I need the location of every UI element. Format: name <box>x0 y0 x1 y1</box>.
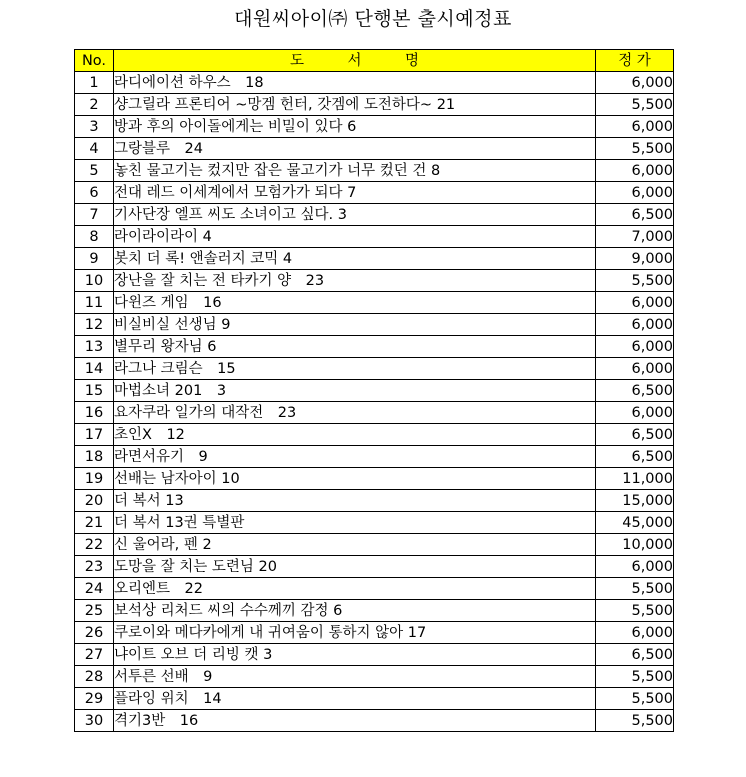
table-row <box>75 72 674 94</box>
book-price: 11,000 <box>596 468 674 490</box>
table-row <box>75 578 674 600</box>
book-title: 요자쿠라 일가의 대작전 23 <box>114 402 596 424</box>
book-price: 7,000 <box>596 226 674 248</box>
table-row <box>75 336 674 358</box>
row-number: 23 <box>75 556 114 578</box>
row-number: 14 <box>75 358 114 380</box>
row-number: 22 <box>75 534 114 556</box>
book-price: 6,500 <box>596 380 674 402</box>
row-number: 29 <box>75 688 114 710</box>
row-number: 8 <box>75 226 114 248</box>
book-price: 6,000 <box>596 358 674 380</box>
header-price: 정 가 <box>596 50 674 72</box>
table-row <box>75 468 674 490</box>
book-price: 6,500 <box>596 204 674 226</box>
book-price: 10,000 <box>596 534 674 556</box>
table-row <box>75 556 674 578</box>
book-price: 6,000 <box>596 116 674 138</box>
book-title: 전대 레드 이세계에서 모험가가 되다 7 <box>114 182 596 204</box>
book-title: 보석상 리처드 씨의 수수께끼 감정 6 <box>114 600 596 622</box>
header-title: 도 서 명 <box>114 50 596 72</box>
row-number: 10 <box>75 270 114 292</box>
book-title: 라디에이션 하우스 18 <box>114 72 596 94</box>
table-row <box>75 160 674 182</box>
table-row <box>75 248 674 270</box>
book-title: 마법소녀 201 3 <box>114 380 596 402</box>
row-number: 24 <box>75 578 114 600</box>
row-number: 16 <box>75 402 114 424</box>
table-row <box>75 666 674 688</box>
table-row <box>75 314 674 336</box>
book-title: 더 복서 13 <box>114 490 596 512</box>
row-number: 27 <box>75 644 114 666</box>
book-title: 서투른 선배 9 <box>114 666 596 688</box>
row-number: 3 <box>75 116 114 138</box>
book-title: 방과 후의 아이돌에게는 비밀이 있다 6 <box>114 116 596 138</box>
book-title: 샹그릴라 프론티어 ~망겜 헌터, 갓겜에 도전하다~ 21 <box>114 94 596 116</box>
book-title: 장난을 잘 치는 전 타카기 양 23 <box>114 270 596 292</box>
book-price: 45,000 <box>596 512 674 534</box>
table-row <box>75 446 674 468</box>
table-row <box>75 534 674 556</box>
table-row <box>75 600 674 622</box>
table-header <box>75 50 674 72</box>
book-title: 플라잉 위치 14 <box>114 688 596 710</box>
book-title: 냐이트 오브 더 리빙 캣 3 <box>114 644 596 666</box>
book-price: 5,500 <box>596 94 674 116</box>
book-title: 격기3반 16 <box>114 710 596 732</box>
row-number: 1 <box>75 72 114 94</box>
row-number: 4 <box>75 138 114 160</box>
book-title: 별무리 왕자님 6 <box>114 336 596 358</box>
book-price: 6,000 <box>596 336 674 358</box>
row-number: 17 <box>75 424 114 446</box>
table-row <box>75 710 674 732</box>
book-price: 6,500 <box>596 446 674 468</box>
book-price: 5,500 <box>596 578 674 600</box>
book-price: 15,000 <box>596 490 674 512</box>
book-price: 6,000 <box>596 314 674 336</box>
book-title: 쿠로이와 메다카에게 내 귀여움이 통하지 않아 17 <box>114 622 596 644</box>
table-row <box>75 512 674 534</box>
book-title: 기사단장 엘프 씨도 소녀이고 싶다. 3 <box>114 204 596 226</box>
book-price: 9,000 <box>596 248 674 270</box>
book-price: 5,500 <box>596 666 674 688</box>
book-price: 5,500 <box>596 600 674 622</box>
row-number: 19 <box>75 468 114 490</box>
table-body <box>75 72 674 732</box>
row-number: 5 <box>75 160 114 182</box>
book-price: 5,500 <box>596 270 674 292</box>
book-title: 그랑블루 24 <box>114 138 596 160</box>
table-row <box>75 116 674 138</box>
row-number: 6 <box>75 182 114 204</box>
book-price: 6,000 <box>596 556 674 578</box>
row-number: 9 <box>75 248 114 270</box>
book-price: 5,500 <box>596 710 674 732</box>
release-schedule-table <box>74 49 674 732</box>
table-row <box>75 358 674 380</box>
book-price: 6,000 <box>596 72 674 94</box>
book-price: 5,500 <box>596 138 674 160</box>
book-title: 다윈즈 게임 16 <box>114 292 596 314</box>
book-price: 6,000 <box>596 402 674 424</box>
row-number: 7 <box>75 204 114 226</box>
book-title: 도망을 잘 치는 도련님 20 <box>114 556 596 578</box>
row-number: 20 <box>75 490 114 512</box>
table-row <box>75 292 674 314</box>
table-row <box>75 270 674 292</box>
table-row <box>75 424 674 446</box>
table-row <box>75 688 674 710</box>
table-row <box>75 226 674 248</box>
book-title: 비실비실 선생님 9 <box>114 314 596 336</box>
row-number: 30 <box>75 710 114 732</box>
row-number: 25 <box>75 600 114 622</box>
table-row <box>75 138 674 160</box>
book-price: 5,500 <box>596 688 674 710</box>
book-price: 6,000 <box>596 292 674 314</box>
book-title: 놓친 물고기는 컸지만 잡은 물고기가 너무 컸던 건 8 <box>114 160 596 182</box>
book-title: 라면서유기 9 <box>114 446 596 468</box>
page-title: 대원씨아이㈜ 단행본 출시예정표 <box>234 8 512 30</box>
book-price: 6,000 <box>596 622 674 644</box>
row-number: 12 <box>75 314 114 336</box>
row-number: 15 <box>75 380 114 402</box>
book-title: 초인X 12 <box>114 424 596 446</box>
book-title: 더 복서 13권 특별판 <box>114 512 596 534</box>
table-row <box>75 380 674 402</box>
book-title: 봇치 더 록! 앤솔러지 코믹 4 <box>114 248 596 270</box>
table-row <box>75 402 674 424</box>
book-price: 6,000 <box>596 160 674 182</box>
table-row <box>75 182 674 204</box>
book-title: 오리엔트 22 <box>114 578 596 600</box>
table-row <box>75 204 674 226</box>
book-price: 6,500 <box>596 644 674 666</box>
table-row <box>75 622 674 644</box>
table-row <box>75 490 674 512</box>
book-title: 라그나 크림슨 15 <box>114 358 596 380</box>
header-no: No. <box>75 50 114 72</box>
row-number: 28 <box>75 666 114 688</box>
table-row <box>75 644 674 666</box>
book-title: 신 울어라, 펜 2 <box>114 534 596 556</box>
book-title: 선배는 남자아이 10 <box>114 468 596 490</box>
row-number: 13 <box>75 336 114 358</box>
table-row <box>75 94 674 116</box>
book-price: 6,000 <box>596 182 674 204</box>
book-title: 라이라이라이 4 <box>114 226 596 248</box>
row-number: 21 <box>75 512 114 534</box>
row-number: 11 <box>75 292 114 314</box>
book-price: 6,500 <box>596 424 674 446</box>
row-number: 26 <box>75 622 114 644</box>
row-number: 2 <box>75 94 114 116</box>
header-row <box>75 50 674 72</box>
row-number: 18 <box>75 446 114 468</box>
